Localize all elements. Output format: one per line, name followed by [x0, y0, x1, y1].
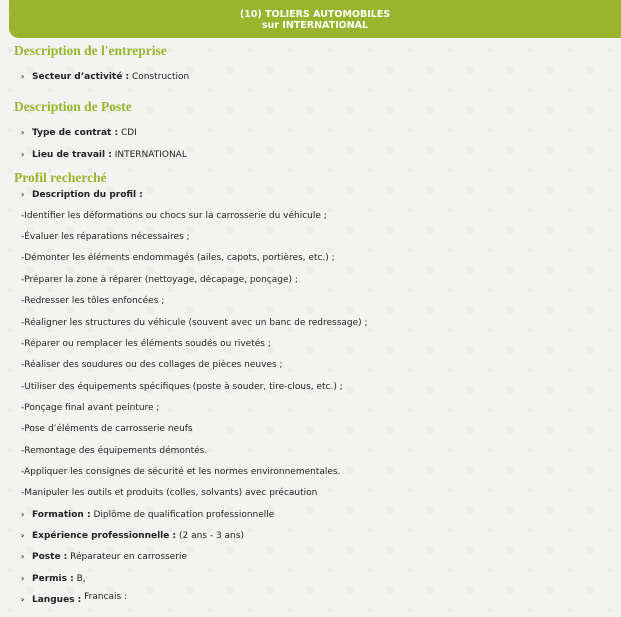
profile-line: -Appliquer les consignes de sécurité et les normes environnementales. [21, 467, 341, 477]
profile-line: -Remontage des équipements démontés. [21, 446, 208, 456]
permis-item [21, 574, 86, 584]
profile-line: -Préparer la zone à réparer (nettoyage, décapage, ponçage) ; [21, 275, 298, 285]
job-location-subtitle: sur INTERNATIONAL [261, 20, 369, 31]
bullet-icon: › [21, 510, 25, 519]
langues-item [21, 592, 128, 605]
job-title: (10) TOLIERS AUTOMOBILES [239, 9, 391, 20]
sector-label: Secteur d’activité : [32, 72, 130, 82]
bullet-icon: › [21, 72, 25, 81]
profile-line: -Identifier les déformations ou chocs sur la carrosserie du véhicule ; [21, 211, 327, 221]
formation-item [21, 510, 274, 520]
profile-description-label: Description du profil : [32, 190, 143, 200]
location-value: INTERNATIONAL [114, 150, 187, 160]
bullet-icon: › [21, 128, 25, 137]
location-label: Lieu de travail : [32, 150, 112, 160]
profile-line: -Utiliser des équipements spécifiques (poste à souder, tire-clous, etc.) ; [21, 382, 343, 392]
profile-line: -Redresser les tôles enfoncées ; [21, 296, 165, 306]
profile-section-title: Profil recherché [14, 170, 107, 185]
profile-line: -Réparer ou remplacer les éléments soudés ou rivetés ; [21, 339, 271, 349]
bullet-icon: › [21, 574, 25, 583]
langues-value: Francais : [84, 592, 128, 602]
job-title-header [9, 0, 621, 38]
experience-value: (2 ans - 3 ans) [178, 531, 244, 541]
contract-item [21, 128, 137, 138]
contract-label: Type de contrat : [32, 128, 119, 138]
bullet-icon: › [21, 552, 25, 561]
profile-line: -Pose d’éléments de carrosserie neufs [21, 424, 193, 434]
poste-item [21, 552, 187, 562]
bullet-icon: › [21, 190, 25, 199]
bullet-icon: › [21, 595, 25, 604]
profile-line: -Ponçage final avant peinture ; [21, 403, 160, 413]
permis-label: Permis : [32, 574, 74, 584]
experience-label: Expérience professionnelle : [32, 531, 177, 541]
company-section-title: Description de l'entreprise [14, 43, 167, 58]
langues-label: Langues : [32, 595, 82, 605]
poste-value: Réparateur en carrosserie [70, 552, 188, 562]
profile-line: -Réaligner les structures du véhicule (souvent avec un banc de redressage) ; [21, 318, 368, 328]
poste-label: Poste : [32, 552, 68, 562]
profile-description-item [21, 190, 143, 200]
sector-item [21, 72, 189, 82]
location-item [21, 150, 187, 160]
profile-line: -Démonter les éléments endommagés (ailes, capots, portières, etc.) ; [21, 253, 335, 263]
bullet-icon: › [21, 531, 25, 540]
profile-line: -Réaliser des soudures ou des collages de pièces neuves ; [21, 360, 283, 370]
bullet-icon: › [21, 150, 25, 159]
formation-value: Diplôme de qualification professionnelle [93, 510, 275, 520]
profile-line: -Évaluer les réparations nécessaires ; [21, 232, 190, 242]
formation-label: Formation : [32, 510, 91, 520]
sector-value: Construction [131, 72, 190, 82]
contract-value: CDI [120, 128, 137, 138]
profile-line: -Manipuler les outils et produits (colles, solvants) avec précaution [21, 488, 318, 498]
job-section-title: Description de Poste [14, 99, 132, 114]
permis-value: B, [76, 574, 86, 584]
experience-item [21, 531, 244, 541]
